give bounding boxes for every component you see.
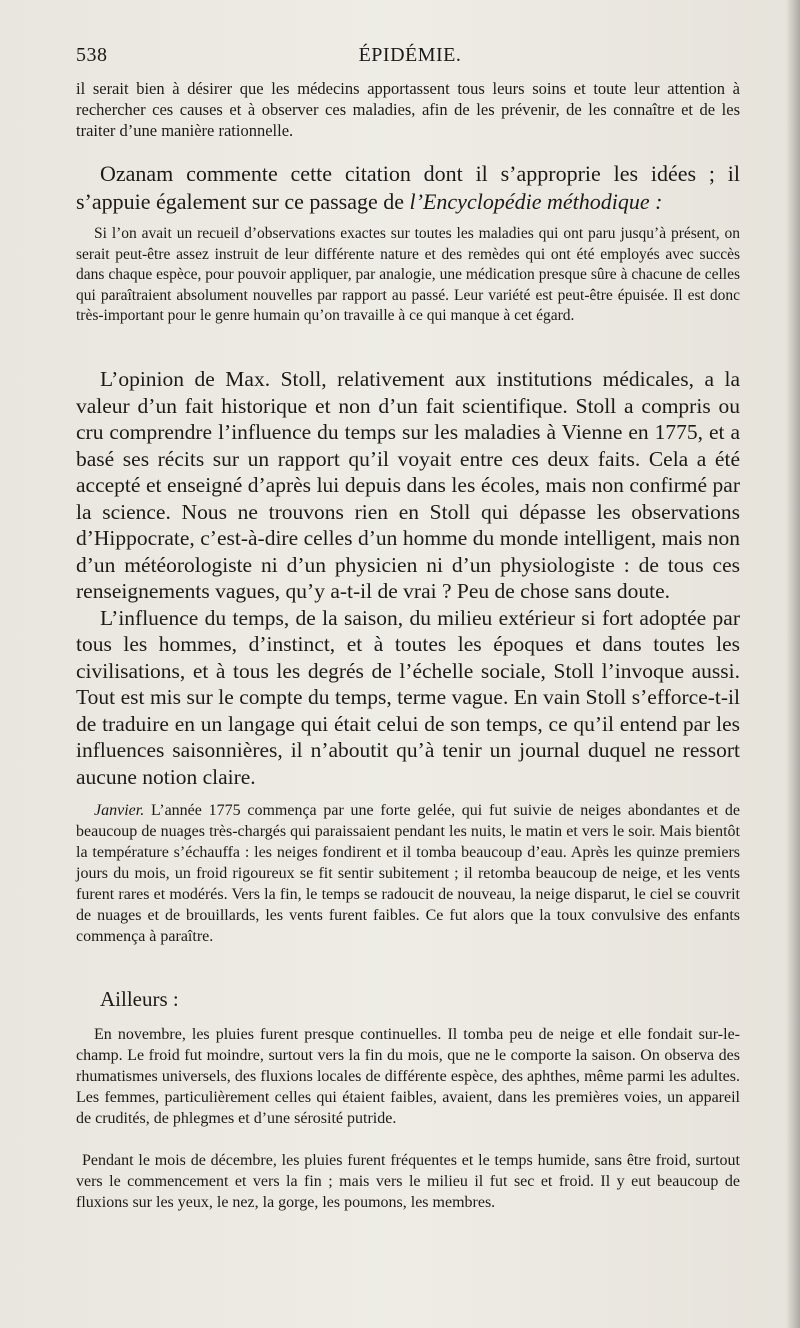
intro-paragraph xyxy=(76,78,740,141)
page-gutter-shadow xyxy=(786,0,800,1328)
decembre-paragraph xyxy=(76,1150,740,1213)
quote-text: Si l’on avait un recueil d’observations exactes sur toutes les maladies qui ont paru jusqu’à présent, on serait peut-être assez instruit de leur différente nature et des remèdes qui ont été employés avec succès dans chaque espèce, pour pouvoir appliquer, par analogie, une médication presque sûre à chacune de celles qui paraîtraient absolument nouvelles par rapport au passé. Leur variété est peut-être épuisée. Il est donc très-important pour le genre humain qu’on travaille à ce qui manque à cet égard. xyxy=(76,225,740,324)
encyclopedie-title: l’Encyclopédie méthodique : xyxy=(409,189,663,214)
encyclopedie-quote xyxy=(76,224,740,327)
stoll-section xyxy=(76,366,740,790)
janvier-text xyxy=(76,800,740,947)
janvier-label: Janvier. xyxy=(94,802,145,819)
decembre-text: Pendant le mois de décembre, les pluies furent fréquentes et le temps humide, sans être froid, surtout vers le commencement et vers la fin ; mais vers le milieu il fut sec et froid. Il y eut beaucoup de fluxions sur les yeux, le nez, la gorge, les poumons, les membres. xyxy=(76,1152,740,1211)
ozanam-text: Ozanam commente cette citation dont il s’approprie les idées ; il s’appuie également sur ce passage de xyxy=(76,161,740,214)
janvier-body: L’année 1775 commença par une forte gelée, qui fut suivie de neiges abondantes et de beaucoup de nuages très-chargés qui paraissaient pendant les nuits, le matin et vers le soir. Mais bientôt la température s’échauffa : les neiges fondirent et il tomba beaucoup d’eau. Après les quinze premiers jours du mois, un froid rigoureux se fit sentir subitement ; il retomba beaucoup de neige, et les vents furent rares et modérés. Vers la fin, le temps se radoucit de nouveau, la neige disparut, le ciel se couvrit de nuages et de brouillards, les vents furent faibles. Ce fut alors que la toux convulsive des enfants commença à paraître. xyxy=(76,802,740,945)
ozanam-paragraph-text xyxy=(76,160,740,216)
ozanam-paragraph xyxy=(76,160,740,216)
novembre-text: En novembre, les pluies furent presque continuelles. Il tomba peu de neige et elle fondait sur-le-champ. Le froid fut moindre, surtout vers la fin du mois, que ne le comporte la saison. On observa des rhumatismes universels, des fluxions locales de différente espèce, des aphthes, même parmi les adultes. Les femmes, particulièrement celles qui étaient faibles, avaient, dans les premières voies, un appareil de crudités, de phlegmes et d’une sérosité putride. xyxy=(76,1026,740,1127)
page-number: 538 xyxy=(76,44,108,66)
intro-paragraph-text: il serait bien à désirer que les médecins apportassent tous leurs soins et toute leur attention à rechercher ces causes et à observer ces maladies, afin de les prévenir, de les connaître et de les traiter d’une manière rationnelle. xyxy=(76,79,740,140)
novembre-paragraph xyxy=(76,1024,740,1129)
running-title: ÉPIDÉMIE. xyxy=(358,44,462,66)
influence-paragraph: L’influence du temps, de la saison, du milieu extérieur si fort adoptée par tous les hommes, d’instinct, et à toutes les époques et dans toutes les civilisations, et à tous les degrés de l’échelle sociale, Stoll l’invoque aussi. Tout est mis sur le compte du temps, terme vague. En vain Stoll s’efforce-t-il de traduire en un langage qui était celui de son temps, ce qu’il entend par les influences saisonnières, il n’aboutit qu’à tenir un journal duquel ne ressort aucune notion claire. xyxy=(76,605,740,789)
running-header xyxy=(76,44,744,72)
stoll-opinion-paragraph: L’opinion de Max. Stoll, relativement aux institutions médicales, a la valeur d’un fait historique et non d’un fait scientifique. Stoll a compris ou cru comprendre l’influence du temps sur les maladies à Vienne en 1775, et a basé ses récits sur un rapport qu’il voyait entre ces deux faits. Cela a été accepté et enseigné d’après lui depuis dans les écoles, mais non confirmé par la science. Nous ne trouvons rien en Stoll qui dépasse les observations d’Hippocrate, c’est-à-dire celles d’un homme du monde intelligent, mais non d’un météorologiste ni d’un physicien ni d’un physiologiste : de tous ces renseignements vagues, qu’y a-t-il de vrai ? Peu de chose sans doute. xyxy=(76,367,740,603)
ailleurs-heading: Ailleurs : xyxy=(100,987,179,1011)
janvier-paragraph xyxy=(76,800,740,947)
